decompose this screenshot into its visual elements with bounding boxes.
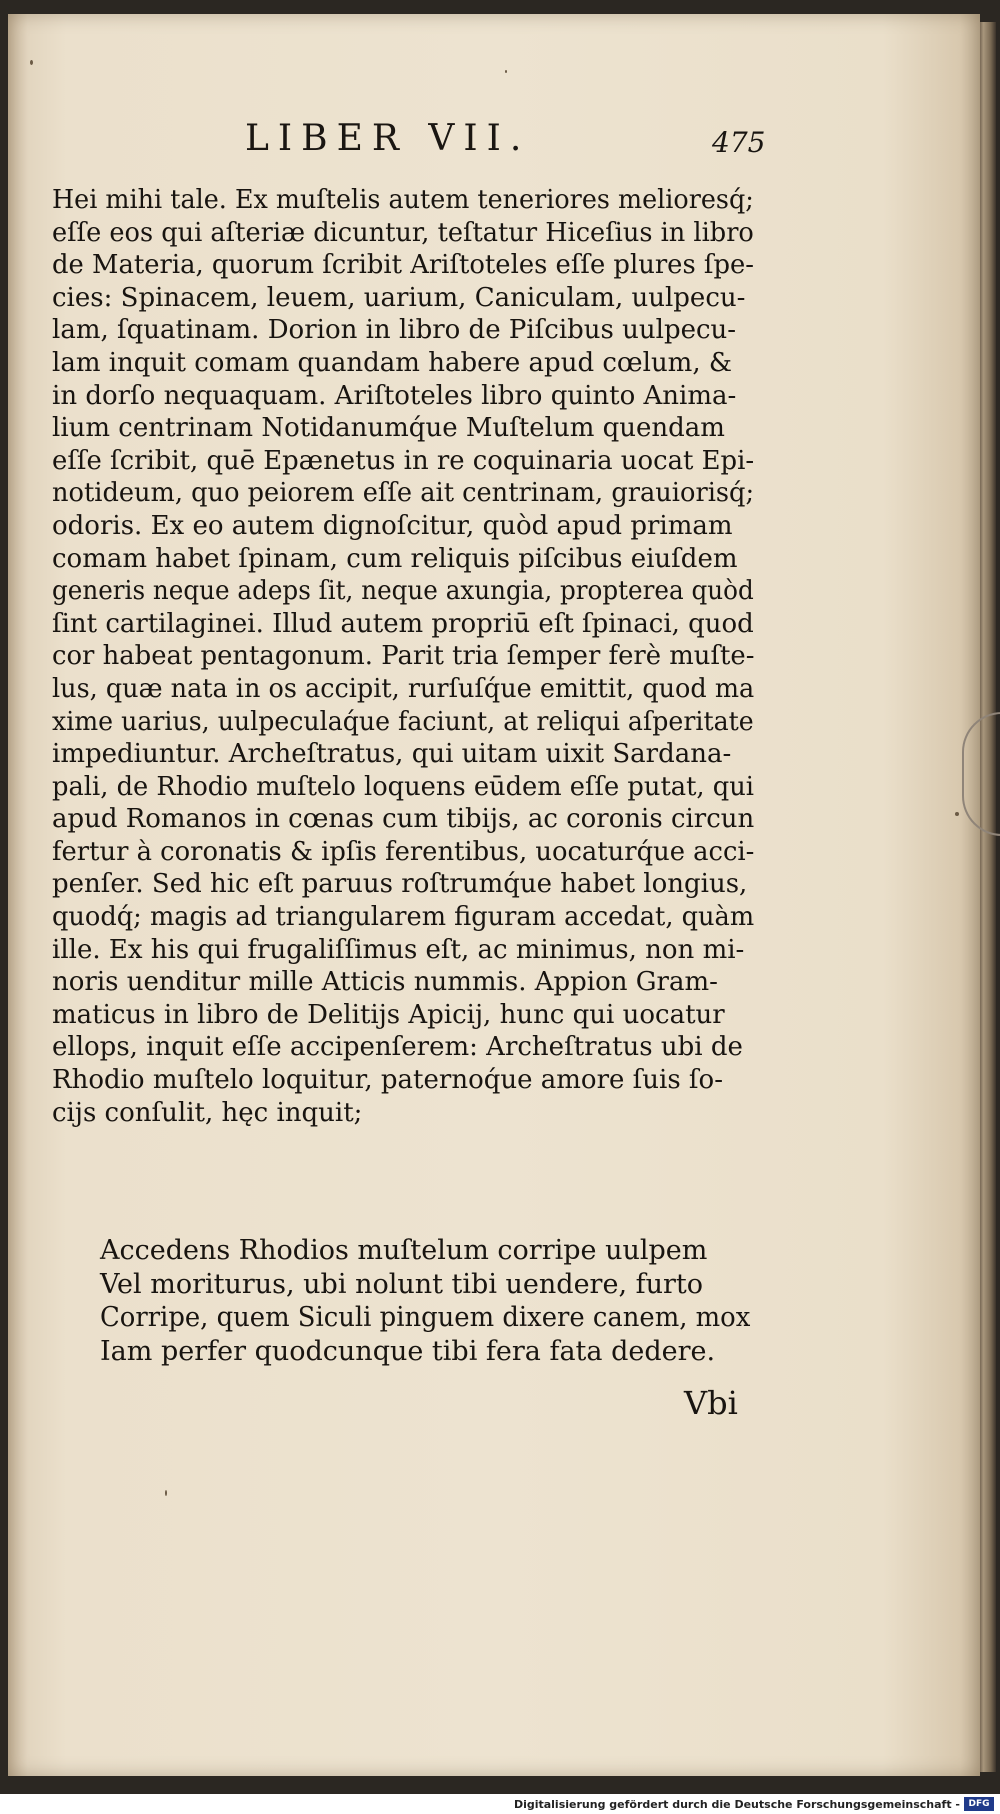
verse-line: Vel moriturus, ubi nolunt tibi uendere, furto (100, 1268, 704, 1300)
book-fore-edge (978, 22, 996, 1772)
verse-block (100, 1234, 750, 1368)
catchword: Vbi (684, 1384, 738, 1422)
paper-speck (505, 70, 507, 73)
text-line: penſer. Sed hic eſt paruus roſtrumq́ue habet longius, (52, 869, 748, 900)
text-line: Rhodio muſtelo loquitur, paternoq́ue amore ſuis ſo- (52, 1065, 723, 1096)
text-line: cies: Spinacem, leuem, uarium, Caniculam, uulpecu- (52, 282, 746, 313)
text-line: in dorſo nequaquam. Ariſtoteles libro quinto Anima- (52, 380, 737, 411)
text-line: lus, quæ nata in os accipit, rurſuſq́ue emittit, quod ma (52, 673, 755, 704)
verse-line: Iam perfer quodcunque tibi fera fata dedere. (100, 1335, 716, 1367)
text-line: de Materia, quorum ſcribit Ariſtoteles eſſe plures ſpe- (52, 250, 754, 281)
text-line: quodq́; magis ad triangularem figuram accedat, quàm (52, 902, 755, 933)
verse-line: Corripe, quem Siculi pinguem dixere canem, mox (100, 1302, 751, 1333)
funding-credit: Digitalisierung gefördert durch die Deutsche Forschungsgemeinschaft - (513, 1798, 960, 1811)
text-line: eſſe eos qui aſteriæ dicuntur, teſtatur Hiceſius in libro (52, 217, 754, 248)
paper-speck (955, 812, 959, 816)
page-tab-marker (962, 712, 1000, 836)
text-line: generis neque adeps ſit, neque axungia, propterea quòd (52, 576, 754, 607)
text-line: xime uarius, uulpeculaq́ue faciunt, at reliqui aſperitate (52, 706, 754, 737)
text-line: maticus in libro de Delitijs Apicij, hunc qui uocatur (52, 999, 725, 1030)
dfg-logo: DFG (964, 1797, 994, 1811)
text-line: eſſe ſcribit, quē Epænetus in re coquinaria uocat Epi- (52, 445, 755, 476)
running-head: LIBER VII. (245, 118, 531, 159)
text-line: lam, ſquatinam. Dorion in libro de Piſcibus uulpecu- (52, 315, 737, 346)
text-line: cor habeat pentagonum. Parit tria ſemper ferè muſte- (52, 641, 755, 672)
prose-block (52, 184, 754, 1129)
text-line: ſint cartilaginei. Illud autem propriū eſt ſpinaci, quod (52, 608, 754, 639)
text-line: lam inquit comam quandam habere apud cœlum, & (52, 347, 733, 378)
text-line: lium centrinam Notidanumq́ue Muſtelum quendam (52, 413, 725, 444)
text-line: odoris. Ex eo autem dignoſcitur, quòd apud primam (52, 510, 733, 541)
paper-speck (165, 1490, 167, 1496)
text-line: ellops, inquit eſſe accipenſerem: Archeſtratus ubi de (52, 1032, 743, 1063)
text-line: apud Romanos in cœnas cum tibijs, ac coronis circun (52, 804, 755, 835)
text-line: pali, de Rhodio muſtelo loquens eūdem eſſe putat, qui (52, 771, 755, 802)
text-line: Hei mihi tale. Ex muſtelis autem teneriores melioresq́; (52, 185, 754, 215)
digitization-footer (0, 1796, 1000, 1814)
paper-speck (30, 60, 33, 65)
page-number: 475 (712, 126, 766, 159)
text-line: fertur à coronatis & ipſis ferentibus, uocaturq́ue acci- (52, 836, 755, 867)
text-line: notideum, quo peiorem eſſe ait centrinam, grauiorisq́; (52, 478, 755, 509)
text-line: comam habet ſpinam, cum reliquis piſcibus eiuſdem (52, 543, 738, 574)
page-header (0, 118, 1000, 178)
verse-line: Accedens Rhodios muſtelum corripe uulpem (100, 1235, 708, 1266)
text-line: cijs conſulit, hęc inquit; (52, 1097, 363, 1128)
text-line: impediuntur. Archeſtratus, qui uitam uixit Sardana- (52, 739, 732, 770)
text-line: noris uenditur mille Atticis nummis. Appion Gram- (52, 967, 718, 998)
text-line: ille. Ex his qui frugaliſſimus eſt, ac minimus, non mi- (52, 934, 745, 965)
